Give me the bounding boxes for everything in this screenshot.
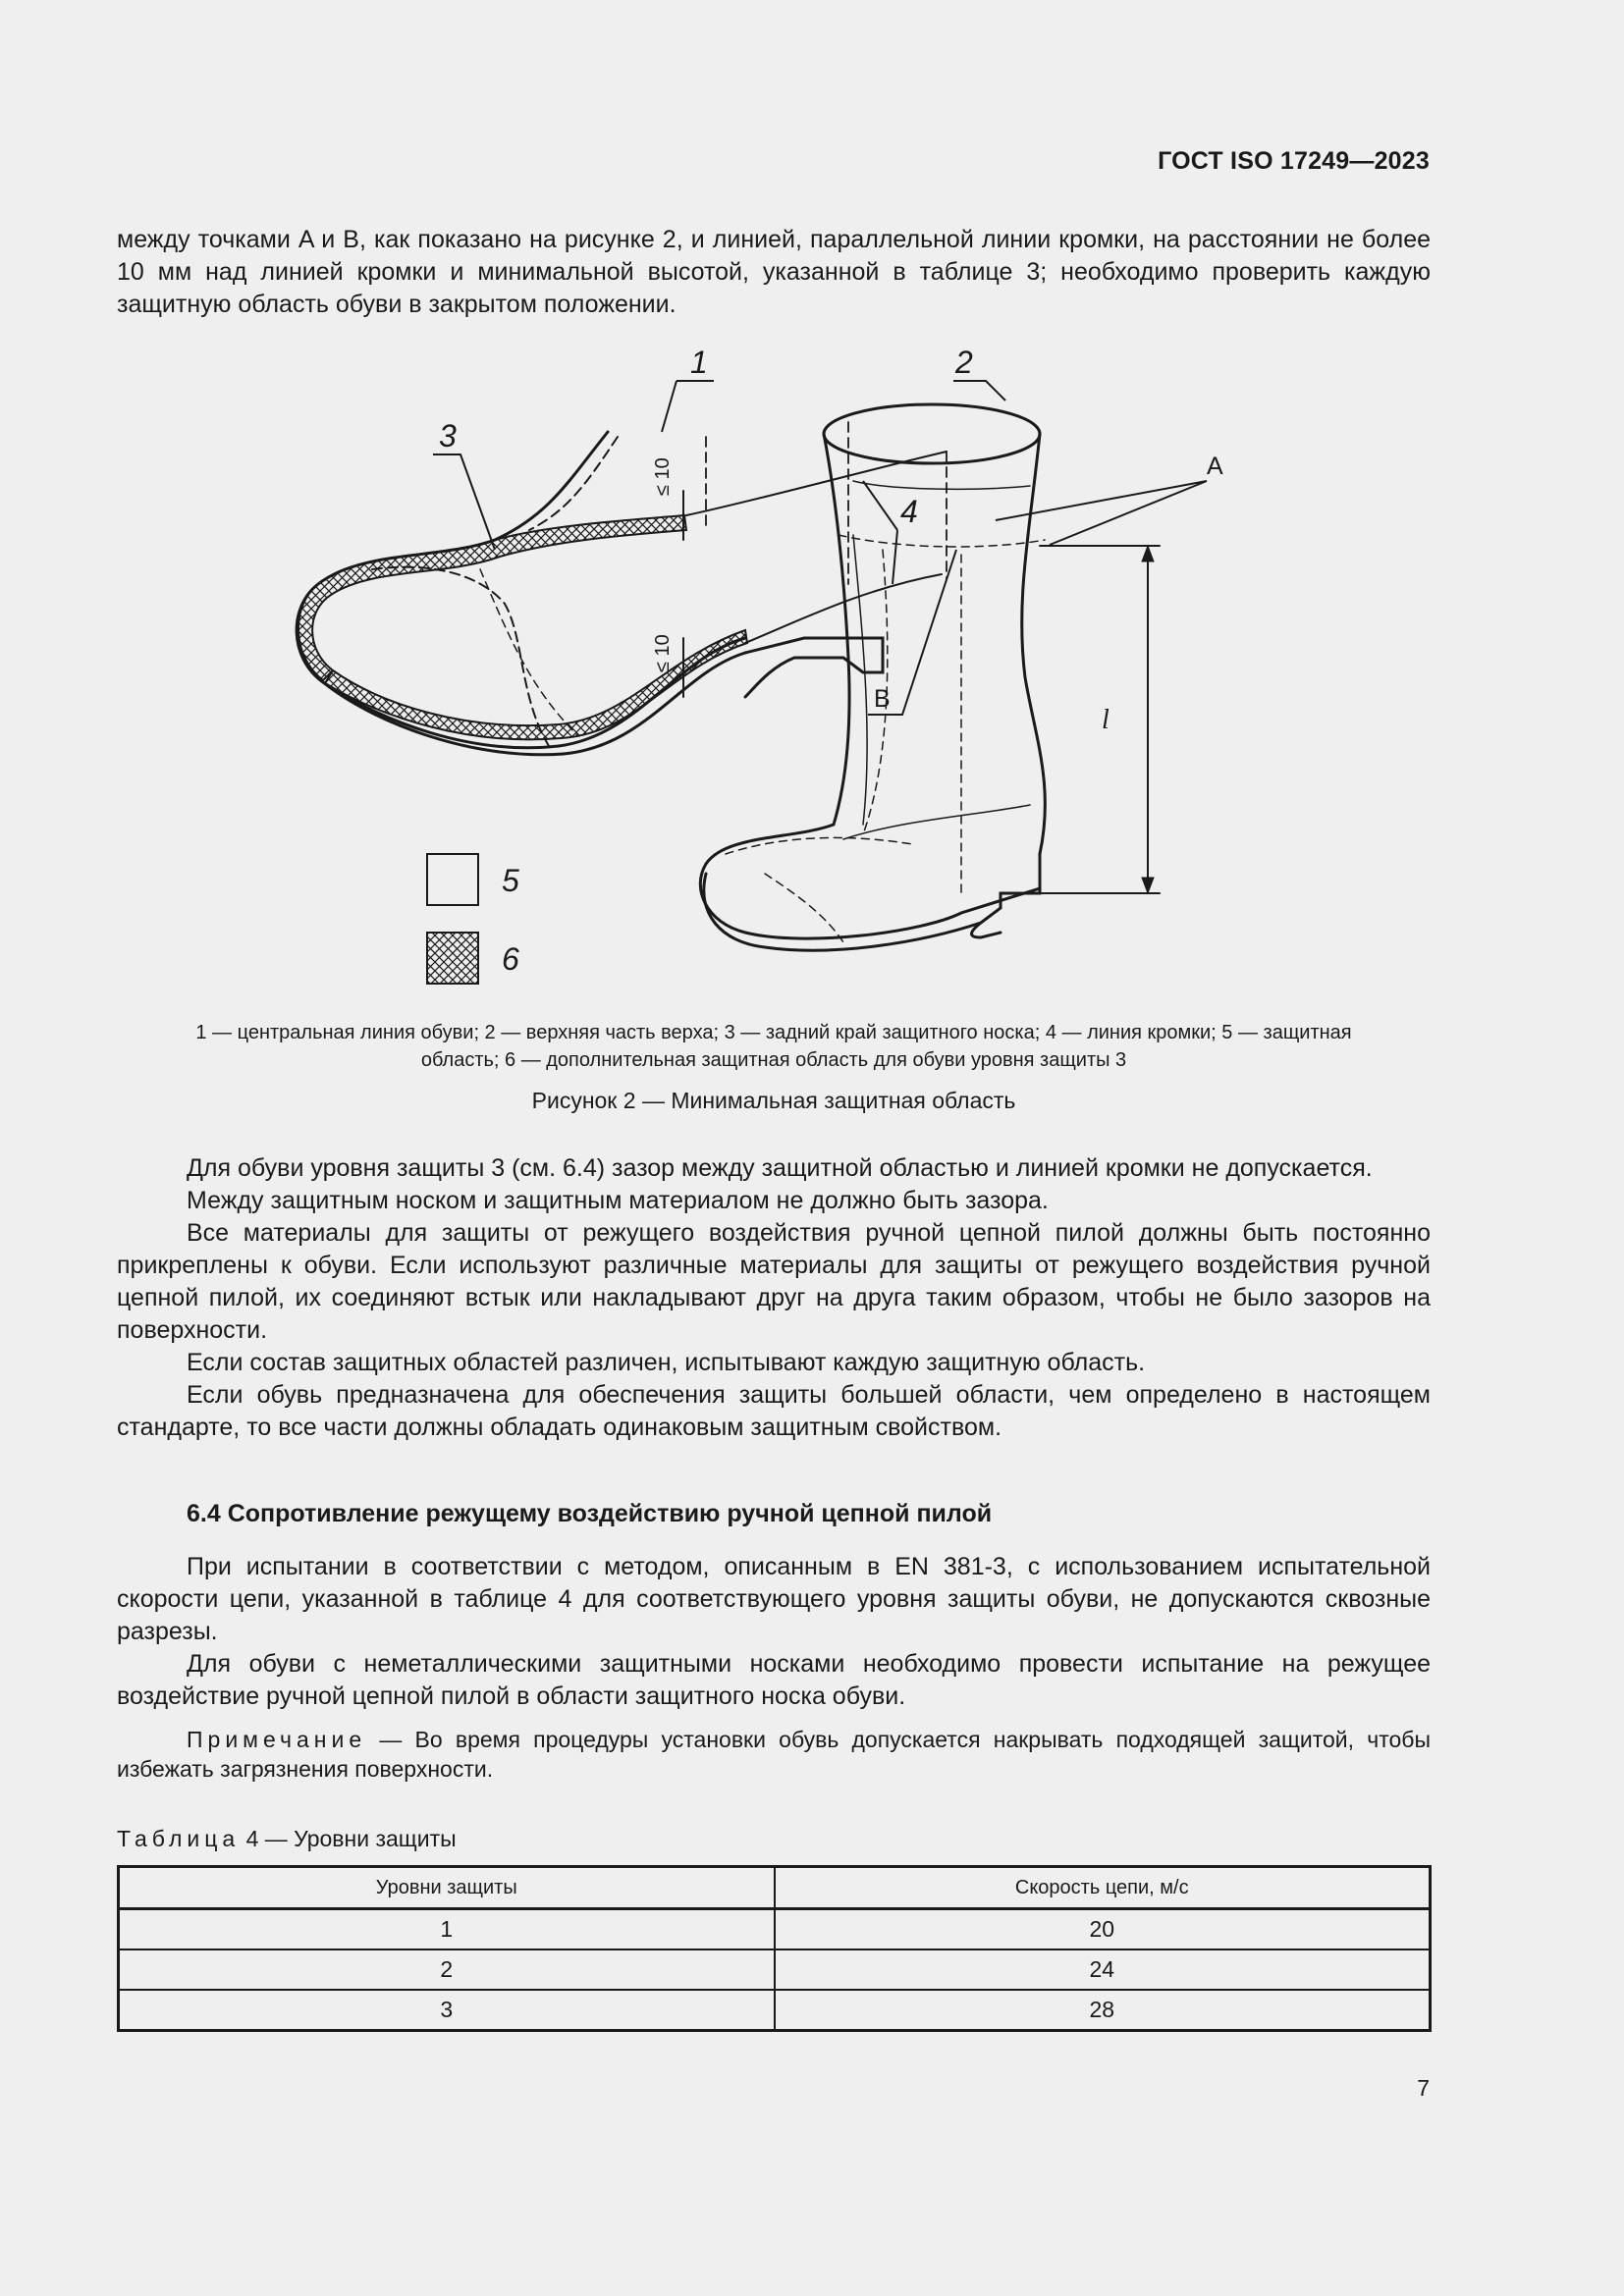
table-cell: 24 xyxy=(775,1949,1431,1990)
callout-2-leader xyxy=(953,381,1005,400)
body-paragraph: Если состав защитных областей различен, испытывают каждую защитную область. xyxy=(187,1349,1146,1376)
callout-6: 6 xyxy=(502,941,519,977)
dimension-label-l: l xyxy=(1102,705,1110,735)
table-cell: 20 xyxy=(775,1909,1431,1950)
note-paragraph xyxy=(117,1725,1431,1784)
table-caption xyxy=(117,1826,457,1852)
table-cell: 28 xyxy=(775,1990,1431,2031)
section-paragraph: При испытании в соответствии с методом, описанным в EN 381-3, с использованием испытательной скорости цепи, указанной в таблице 4 для соответствующего уровня защиты обуви, не допускаются сквозные разрезы. xyxy=(117,1553,1431,1645)
legend-square-additional xyxy=(427,933,478,984)
legend-square-protective xyxy=(427,854,478,905)
table-header-cell: Скорость цепи, м/с xyxy=(775,1867,1431,1909)
body-paragraph: Все материалы для защиты от режущего воздействия ручной цепной пилой должны быть постоянно прикреплены к обуви. Если используют различные материалы для защиты от режущего воздействия ручной цепной пилой, их соединяют встык или накладывают друг на друга таким образом, чтобы не было зазоров на поверхности. xyxy=(117,1219,1431,1344)
dimension-label-top: ≤ 10 xyxy=(652,457,674,496)
intro-paragraph: между точками A и B, как показано на рисунке 2, и линией, параллельной линии кромки, на расстоянии не более 10 мм над линией кромки и минимальной высотой, указанной в таблице 3; необходимо проверить каждую защитную область обуви в закрытом положении. xyxy=(117,226,1431,318)
table-header-cell: Уровни защиты xyxy=(119,1867,775,1909)
figure-title: Рисунок 2 — Минимальная защитная область xyxy=(531,1088,1016,1113)
note-text: — Во время процедуры установки обувь допускается накрывать подходящей защитой, чтобы избежать загрязнения поверхности. xyxy=(117,1727,1431,1782)
callout-a: A xyxy=(1207,453,1223,480)
section-body xyxy=(117,1551,1431,1784)
note-label: Примечание xyxy=(187,1727,367,1752)
callout-1-leader xyxy=(662,381,714,432)
figure-legend xyxy=(117,1019,1431,1074)
intro-paragraph-block xyxy=(117,224,1431,321)
document-code-header: ГОСТ ISO 17249—2023 xyxy=(1158,147,1430,175)
table-caption-label: Таблица xyxy=(117,1826,241,1851)
body-paragraph: Для обуви уровня защиты 3 (см. 6.4) зазор между защитной областью и линией кромки не допускается. xyxy=(187,1154,1373,1182)
table-cell: 2 xyxy=(119,1949,775,1990)
callout-3: 3 xyxy=(439,418,457,454)
section-heading: 6.4 Сопротивление режущему воздействию ручной цепной пилой xyxy=(187,1500,993,1527)
dimension-label-bottom: ≤ 10 xyxy=(652,634,674,672)
body-paragraph: Если обувь предназначена для обеспечения защиты большей области, чем определено в настоящем стандарте, то все части должны обладать одинаковым защитным свойством. xyxy=(117,1381,1431,1441)
protection-levels-table xyxy=(117,1865,1432,2032)
body-paragraph: Между защитным носком и защитным материалом не должно быть зазора. xyxy=(187,1187,1049,1214)
table-row xyxy=(119,1990,1431,2031)
callout-5: 5 xyxy=(502,863,519,898)
callout-b: B xyxy=(874,685,891,713)
table-cell: 3 xyxy=(119,1990,775,2031)
section-paragraph: Для обуви с неметаллическими защитными носками необходимо провести испытание на режущее воздействие ручной цепной пилой в области защитного носка обуви. xyxy=(117,1650,1431,1710)
callout-4: 4 xyxy=(900,494,918,529)
boot-drawing xyxy=(700,404,1160,950)
table-caption-text: 4 — Уровни защиты xyxy=(240,1826,457,1851)
figure-legend-line-1: 1 — центральная линия обуви; 2 — верхняя часть верха; 3 — задний край защитного носка; 4 — линия кромки; 5 — защитная xyxy=(195,1022,1352,1043)
figure-2 xyxy=(117,344,1431,991)
table-row xyxy=(119,1949,1431,1990)
callout-4-leader xyxy=(863,481,897,584)
figure-2-drawing xyxy=(117,344,1431,991)
table-header-row xyxy=(119,1867,1431,1909)
callout-3-leader xyxy=(433,454,495,550)
callout-2: 2 xyxy=(955,345,973,380)
page-number: 7 xyxy=(1417,2075,1430,2101)
callout-1: 1 xyxy=(690,345,708,380)
table-cell: 1 xyxy=(119,1909,775,1950)
table-row xyxy=(119,1909,1431,1950)
figure-legend-line-2: область; 6 — дополнительная защитная область для обуви уровня защиты 3 xyxy=(420,1049,1127,1071)
body-paragraphs xyxy=(117,1152,1431,1444)
